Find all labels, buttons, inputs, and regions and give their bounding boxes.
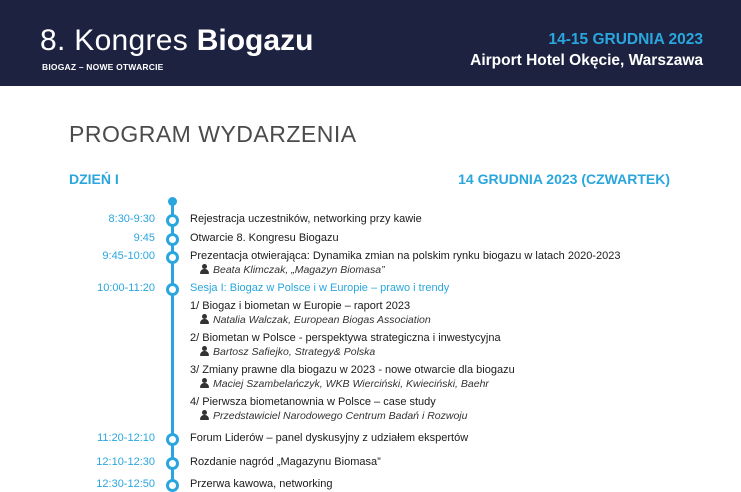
- agenda-speaker-name: Przedstawiciel Narodowego Centrum Badań i Rozwoju: [213, 410, 468, 422]
- agenda-speaker: [200, 378, 489, 390]
- day-date: 14 GRUDNIA 2023 (CZWARTEK): [458, 171, 670, 187]
- agenda-speaker-name: Bartosz Safiejko, Strategy& Polska: [213, 346, 376, 358]
- agenda-speaker: [200, 346, 375, 358]
- agenda-title: 4/ Pierwsza biometanownia w Polsce – case study: [190, 396, 436, 408]
- agenda-time: 9:45: [133, 232, 155, 244]
- event-title-number: 8. Kongres: [40, 24, 197, 57]
- timeline-dot: [166, 214, 179, 227]
- agenda-time: 12:30-12:50: [96, 478, 155, 490]
- person-icon: [200, 264, 209, 274]
- event-subtitle: BIOGAZ – NOWE OTWARCIE: [42, 62, 164, 72]
- agenda-time: 11:20-12:10: [97, 432, 155, 444]
- timeline-start-dot: [168, 197, 177, 206]
- agenda-session-title: Sesja I: Biogaz w Polsce i w Europie – prawo i trendy: [190, 282, 450, 294]
- agenda-speaker-name: Maciej Szambelańczyk, WKB Wierciński, Kwieciński, Baehr: [213, 378, 489, 390]
- event-title: [40, 23, 313, 59]
- agenda-speaker: [200, 410, 467, 422]
- timeline-dot: [166, 283, 179, 296]
- agenda-title: Przerwa kawowa, networking: [190, 478, 333, 490]
- event-title-name: Biogazu: [196, 24, 314, 57]
- agenda-speaker-name: Natalia Walczak, European Biogas Association: [213, 314, 431, 326]
- agenda-title: 2/ Biometan w Polsce - perspektywa strategiczna i inwestycyjna: [190, 332, 501, 344]
- agenda-time: 10:00-11:20: [97, 282, 155, 294]
- person-icon: [200, 346, 209, 356]
- agenda-title: Prezentacja otwierająca: Dynamika zmian na polskim rynku biogazu w latach 2020-2023: [190, 250, 621, 262]
- agenda-time: 12:10-12:30: [96, 456, 155, 468]
- person-icon: [200, 410, 209, 420]
- timeline-dot: [166, 457, 179, 470]
- person-icon: [200, 314, 209, 324]
- agenda-time: 9:45-10:00: [102, 250, 155, 262]
- person-icon: [200, 378, 209, 388]
- agenda-title: Forum Liderów – panel dyskusyjny z udziałem ekspertów: [190, 432, 469, 444]
- event-venue: Airport Hotel Okęcie, Warszawa: [470, 52, 703, 69]
- agenda-title: Rejestracja uczestników, networking przy kawie: [190, 213, 422, 225]
- agenda-title: 3/ Zmiany prawne dla biogazu w 2023 - nowe otwarcie dla biogazu: [190, 364, 515, 376]
- event-dates: 14-15 GRUDNIA 2023: [548, 31, 703, 48]
- timeline-dot: [166, 233, 179, 246]
- agenda-time: 8:30-9:30: [108, 213, 155, 225]
- agenda-speaker-name: Beata Klimczak, „Magazyn Biomasa”: [213, 264, 385, 276]
- timeline-dot: [166, 251, 179, 264]
- agenda-title: Otwarcie 8. Kongresu Biogazu: [190, 232, 339, 244]
- agenda-speaker: [200, 264, 385, 276]
- event-header: [0, 0, 741, 86]
- agenda-title: 1/ Biogaz i biometan w Europie – raport 2023: [190, 300, 411, 312]
- agenda-title: Rozdanie nagród „Magazynu Biomasa”: [190, 456, 381, 468]
- timeline-dot: [166, 433, 179, 446]
- program-heading: PROGRAM WYDARZENIA: [69, 121, 357, 147]
- agenda-speaker: [200, 314, 431, 326]
- day-label: DZIEŃ I: [69, 171, 119, 187]
